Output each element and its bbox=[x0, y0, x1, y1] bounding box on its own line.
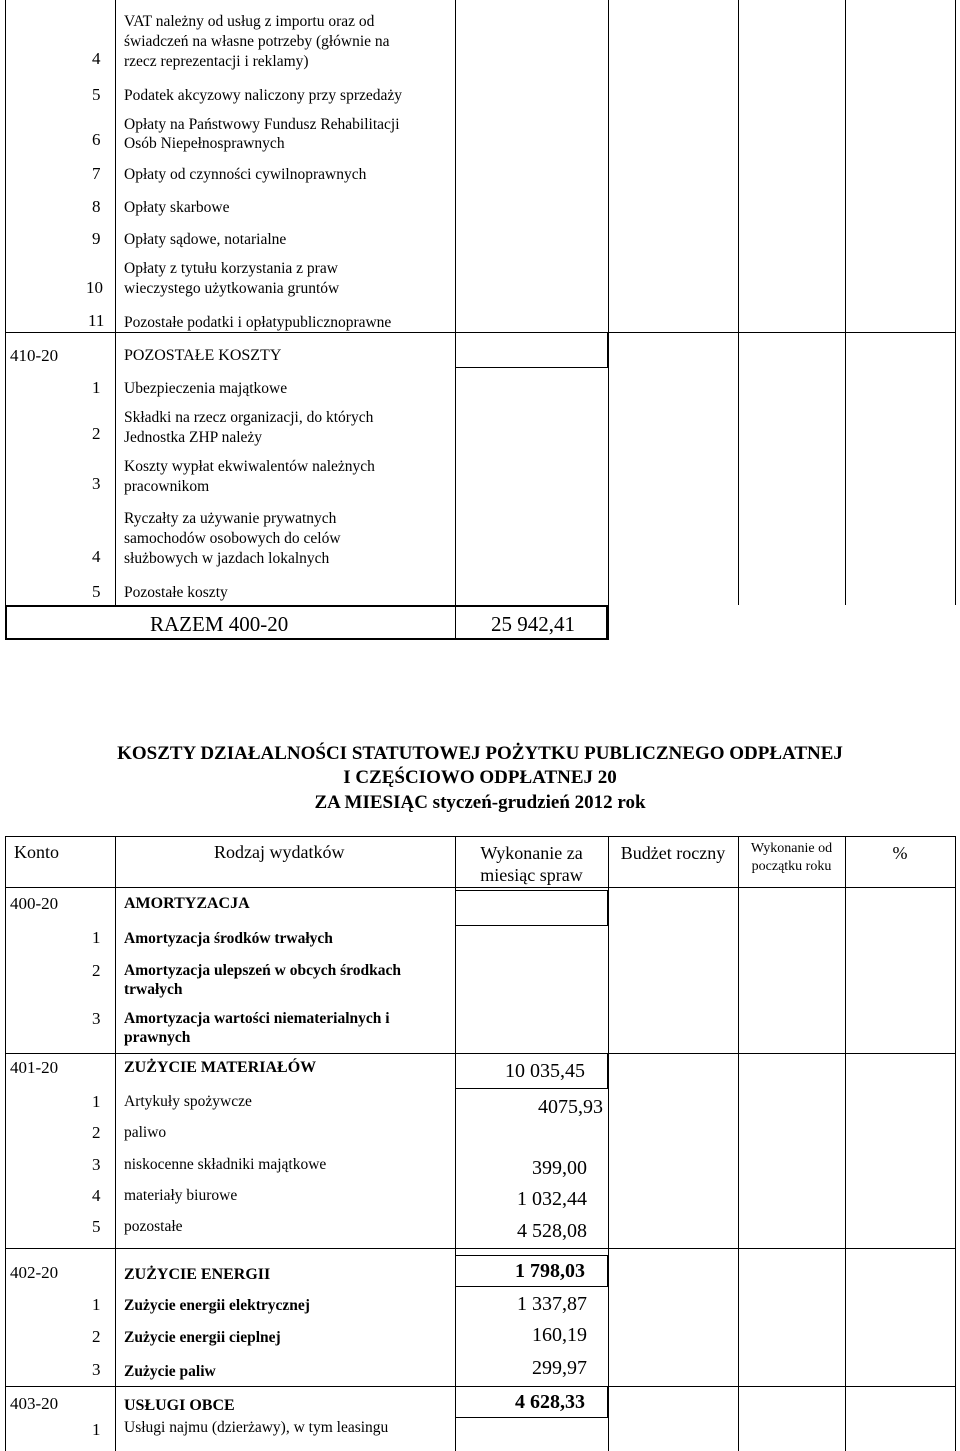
row-label: Ubezpieczenia majątkowe bbox=[124, 380, 288, 397]
row-label: Amortyzacja wartości niematerialnych i bbox=[124, 1010, 390, 1027]
row-number: 4 bbox=[92, 547, 101, 566]
row-label: służbowych w jazdach lokalnych bbox=[124, 550, 330, 567]
section-heading-line3: ZA MIESIĄC styczeń-grudzień 2012 rok bbox=[314, 792, 646, 813]
row-number: 2 bbox=[92, 1123, 101, 1142]
row-number: 1 bbox=[92, 378, 101, 397]
section-title: POZOSTAŁE KOSZTY bbox=[124, 347, 282, 364]
col-header-od-poczatku-2: początku roku bbox=[751, 859, 832, 874]
row-label: materiały biurowe bbox=[124, 1187, 238, 1204]
row-label: Jednostka ZHP należy bbox=[124, 429, 263, 446]
konto-code: 410-20 bbox=[10, 346, 59, 365]
row-label: VAT należny od usług z importu oraz od bbox=[124, 13, 375, 30]
value-box bbox=[455, 890, 608, 926]
row-label: Opłaty z tytułu korzystania z praw bbox=[124, 260, 338, 277]
row-value: 399,00 bbox=[532, 1157, 587, 1179]
row-label: Zużycie paliw bbox=[124, 1363, 216, 1380]
row-number: 8 bbox=[92, 197, 101, 216]
row-number: 5 bbox=[92, 582, 101, 601]
section-title: AMORTYZACJA bbox=[124, 895, 250, 912]
row-number: 9 bbox=[92, 229, 101, 248]
section-title: USŁUGI OBCE bbox=[124, 1397, 235, 1414]
row-label: Amortyzacja ulepszeń w obcych środkach bbox=[124, 962, 401, 979]
row-label: Pozostałe podatki i opłatypublicznoprawne bbox=[124, 314, 392, 331]
row-value: 4075,93 bbox=[538, 1096, 603, 1118]
row-label: Ryczałty za używanie prywatnych bbox=[124, 510, 337, 527]
row-number: 5 bbox=[92, 1217, 101, 1236]
row-label: Artykuły spożywcze bbox=[124, 1093, 252, 1110]
value-box bbox=[455, 332, 608, 368]
row-label: Opłaty na Państwowy Fundusz Rehabilitacji bbox=[124, 116, 400, 133]
row-label: Składki na rzecz organizacji, do których bbox=[124, 409, 374, 426]
row-number: 1 bbox=[92, 1295, 101, 1314]
row-label: Amortyzacja środków trwałych bbox=[124, 930, 333, 947]
row-label: świadczeń na własne potrzeby (głównie na bbox=[124, 33, 390, 50]
col-header-procent: % bbox=[892, 843, 908, 863]
section-value: 10 035,45 bbox=[505, 1060, 585, 1082]
row-value: 1 337,87 bbox=[517, 1293, 587, 1315]
row-label: Podatek akcyzowy naliczony przy sprzedaży bbox=[124, 87, 403, 104]
konto-code: 401-20 bbox=[10, 1058, 59, 1077]
col-header-wykonanie-2: miesiąc spraw bbox=[480, 865, 583, 885]
row-number: 4 bbox=[92, 49, 101, 68]
row-number: 6 bbox=[92, 130, 101, 149]
row-label: trwałych bbox=[124, 981, 183, 998]
razem-label: RAZEM 400-20 bbox=[150, 612, 289, 636]
col-header-rodzaj: Rodzaj wydatków bbox=[214, 842, 345, 862]
row-number: 2 bbox=[92, 1327, 101, 1346]
razem-value: 25 942,41 bbox=[491, 612, 575, 636]
row-number: 5 bbox=[92, 85, 101, 104]
section-title: ZUŻYCIE MATERIAŁÓW bbox=[124, 1059, 317, 1076]
konto-code: 400-20 bbox=[10, 894, 59, 913]
row-label: wieczystego użytkowania gruntów bbox=[124, 280, 340, 297]
row-label: pracownikom bbox=[124, 478, 210, 495]
section-heading-line1: KOSZTY DZIAŁALNOŚCI STATUTOWEJ POŻYTKU PUBLICZNEGO ODPŁATNEJ bbox=[117, 743, 843, 764]
row-number: 1 bbox=[92, 928, 101, 947]
row-value: 160,19 bbox=[532, 1324, 587, 1346]
col-header-konto: Konto bbox=[14, 842, 59, 862]
row-label: pozostałe bbox=[124, 1218, 183, 1235]
row-value: 4 528,08 bbox=[517, 1220, 587, 1242]
row-label: rzecz reprezentacji i reklamy) bbox=[124, 53, 309, 70]
row-label: Opłaty sądowe, notarialne bbox=[124, 231, 287, 248]
row-number: 1 bbox=[92, 1420, 101, 1439]
row-label: Zużycie energii elektrycznej bbox=[124, 1297, 310, 1314]
section-heading-line2: I CZĘŚCIOWO ODPŁATNEJ 20 bbox=[343, 767, 617, 788]
konto-code: 403-20 bbox=[10, 1394, 59, 1413]
row-number: 7 bbox=[92, 164, 101, 183]
row-number: 2 bbox=[92, 424, 101, 443]
row-label: paliwo bbox=[124, 1124, 167, 1141]
konto-code: 402-20 bbox=[10, 1263, 59, 1282]
col-header-budzet: Budżet roczny bbox=[620, 843, 726, 863]
row-label: Opłaty skarbowe bbox=[124, 199, 230, 216]
row-label: Opłaty od czynności cywilnoprawnych bbox=[124, 166, 367, 183]
row-label: Pozostałe koszty bbox=[124, 584, 228, 601]
row-value: 299,97 bbox=[532, 1357, 587, 1379]
row-value: 1 032,44 bbox=[517, 1188, 587, 1210]
row-label: Koszty wypłat ekwiwalentów należnych bbox=[124, 458, 375, 475]
row-label: prawnych bbox=[124, 1029, 191, 1046]
row-number: 3 bbox=[92, 1155, 101, 1174]
row-label: niskocenne składniki majątkowe bbox=[124, 1156, 327, 1173]
row-number: 3 bbox=[92, 474, 101, 493]
row-label: samochodów osobowych do celów bbox=[124, 530, 341, 547]
row-number: 10 bbox=[86, 278, 103, 297]
row-label: Zużycie energii cieplnej bbox=[124, 1329, 281, 1346]
row-label: Osób Niepełnosprawnych bbox=[124, 135, 285, 152]
row-number: 3 bbox=[92, 1360, 101, 1379]
col-header-wykonanie: Wykonanie za bbox=[480, 843, 583, 863]
row-number: 11 bbox=[88, 311, 105, 330]
col-header-od-poczatku: Wykonanie od bbox=[750, 841, 833, 856]
section-value: 1 798,03 bbox=[515, 1260, 585, 1282]
row-number: 3 bbox=[92, 1009, 101, 1028]
row-number: 1 bbox=[92, 1092, 101, 1111]
row-number: 4 bbox=[92, 1186, 101, 1205]
row-label: Usługi najmu (dzierżawy), w tym leasingu bbox=[124, 1419, 389, 1436]
section-title: ZUŻYCIE ENERGII bbox=[124, 1266, 271, 1283]
section-value: 4 628,33 bbox=[515, 1391, 585, 1413]
row-number: 2 bbox=[92, 961, 101, 980]
